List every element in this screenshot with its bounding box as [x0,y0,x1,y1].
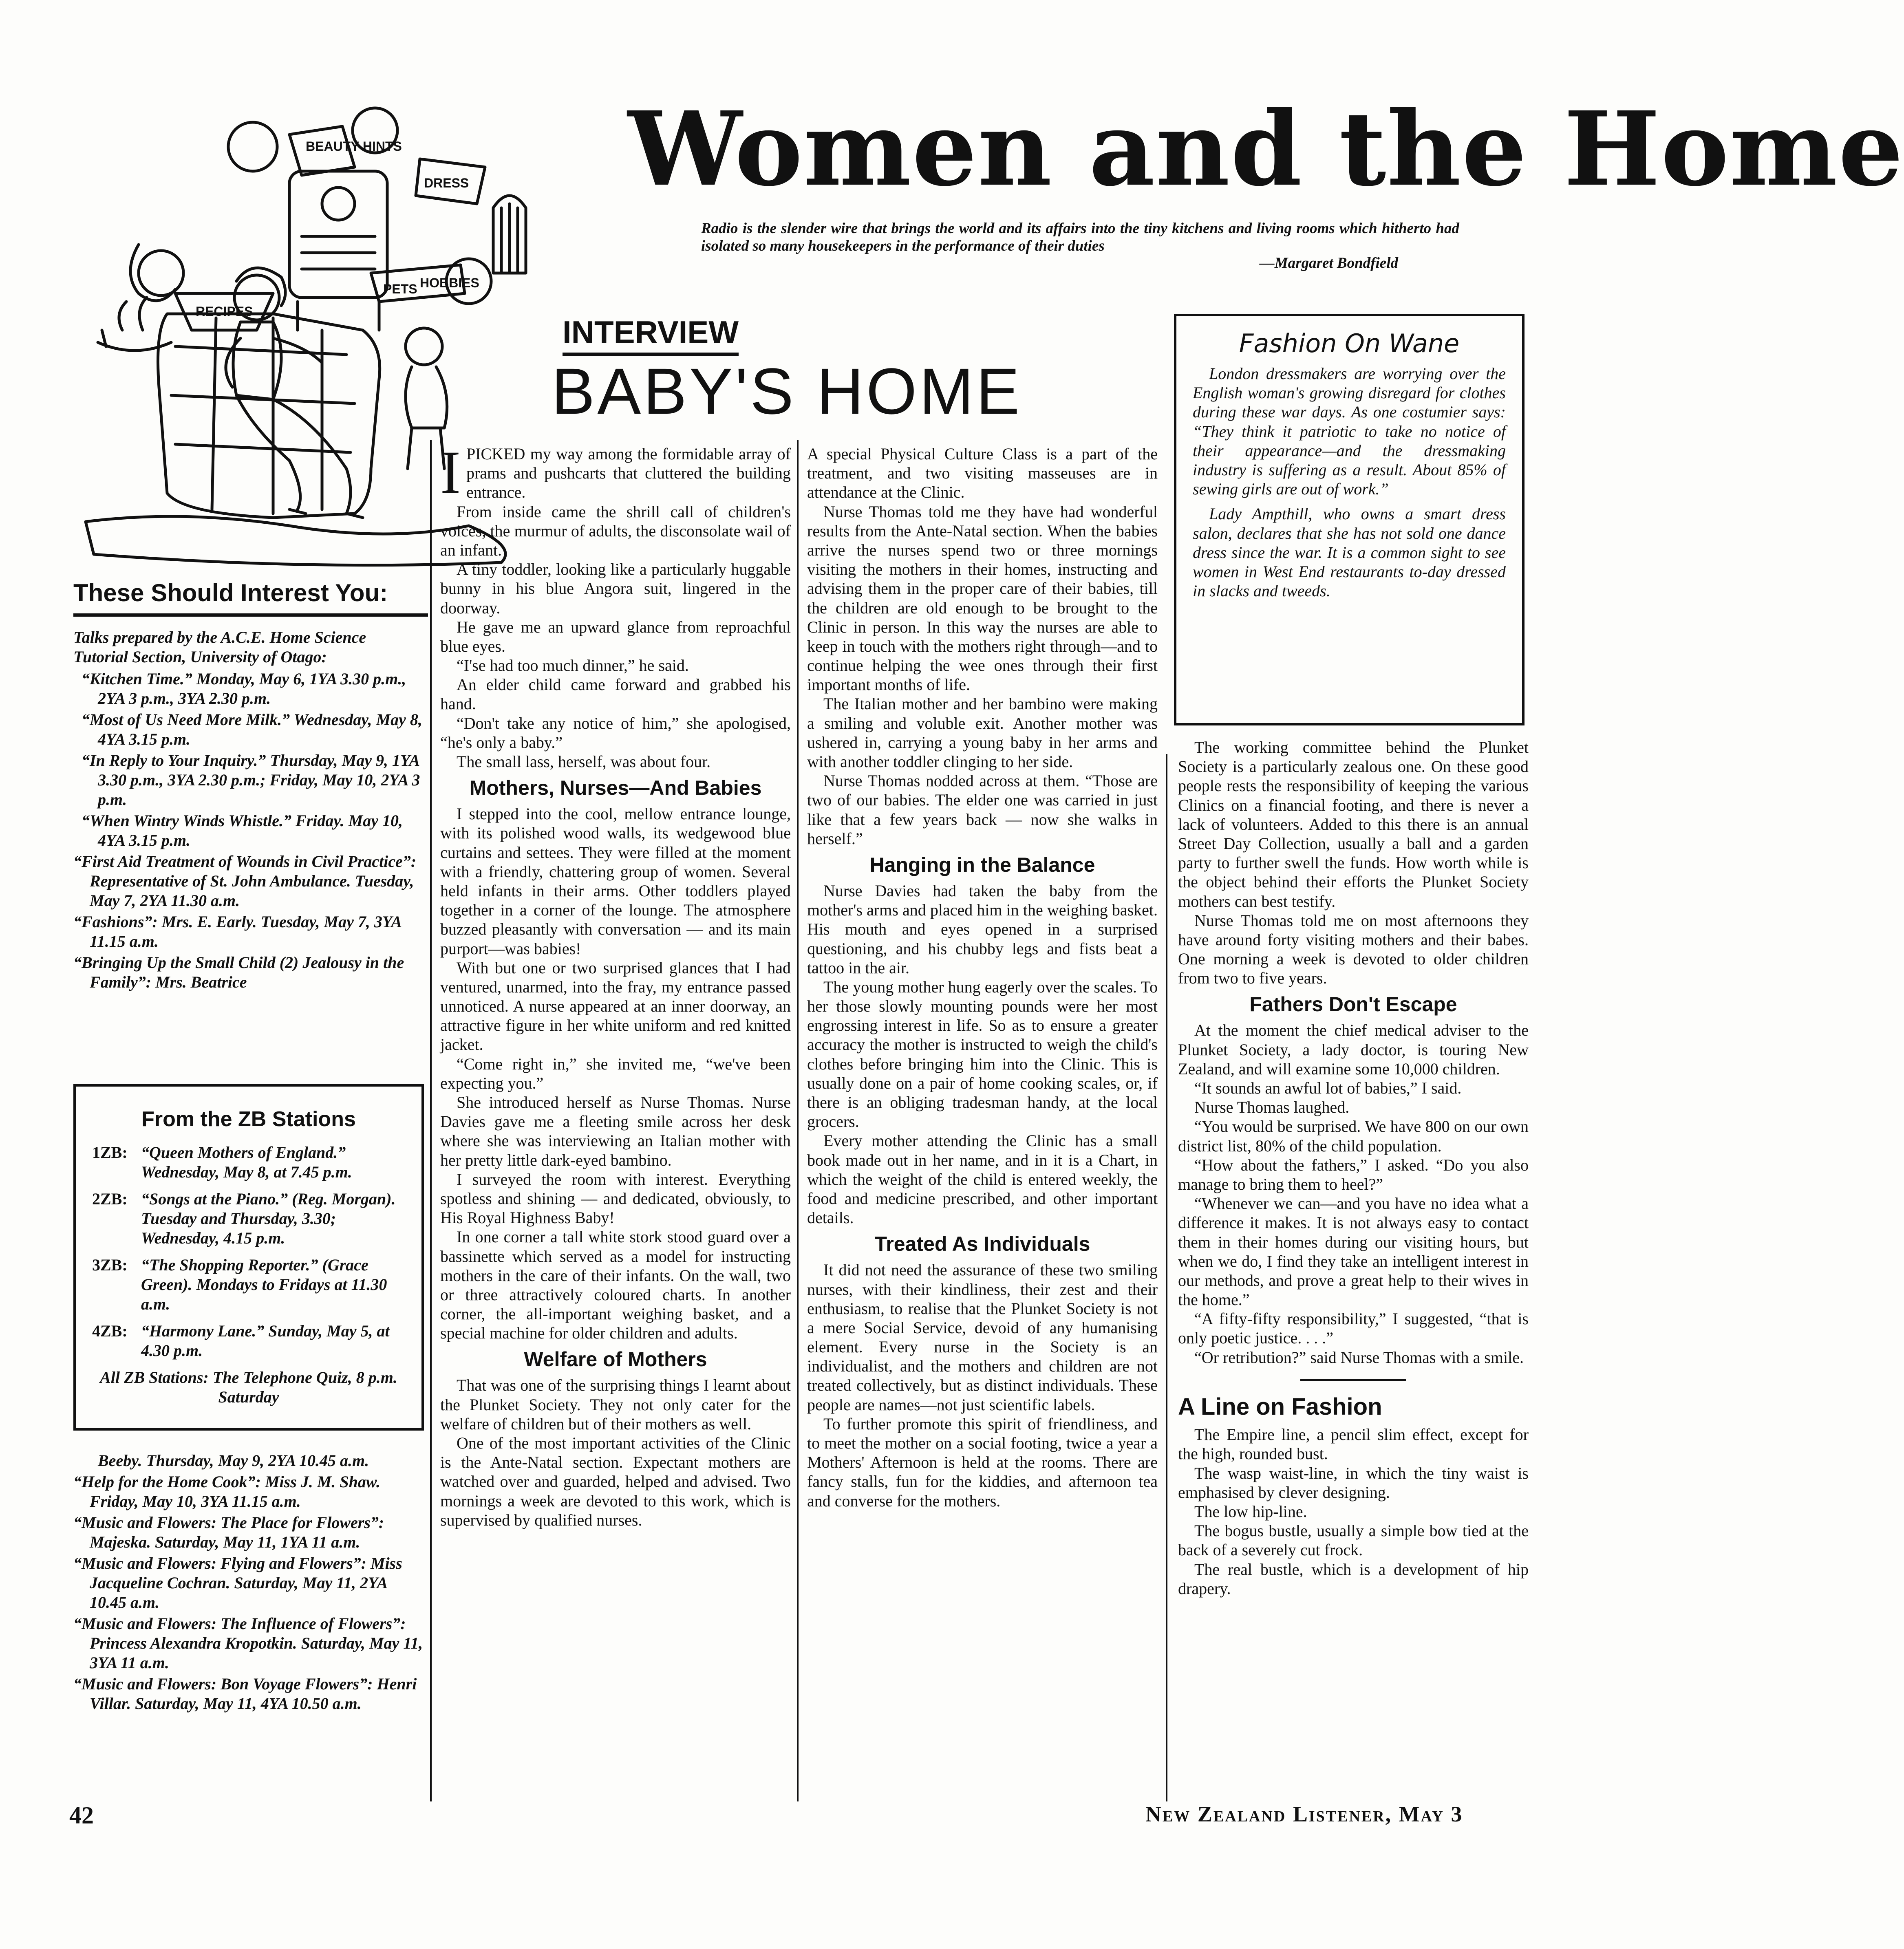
article-paragraph: “You would be surprised. We have 800 on our own district list, 80% of the child population. [1178,1117,1529,1155]
talk-item: “In Reply to Your Inquiry.” Thursday, May 9, 1YA 3.30 p.m., 3YA 2.30 p.m.; Friday, May 10, 2YA 3 p.m. [82,751,420,809]
article-column-3-body [1178,738,1529,1367]
dress-making-label: DRESS [424,176,469,190]
section-subheading: Hanging in the Balance [869,853,1095,876]
article-paragraph: Nurse Thomas nodded across at them. “Those are two of our babies. The elder one was carried in just like that a few years back — now she walks in herself.” [807,772,1158,848]
section-subheading: Mothers, Nurses—And Babies [469,776,762,800]
fashion-box-title: Fashion On Wane [1239,329,1460,358]
article-column-2-body [807,444,1158,1510]
article-paragraph: “A fifty-fifty responsibility,” I suggested, “that is only poetic justice. . . .” [1178,1310,1529,1347]
article-paragraph: “Come right in,” she invited me, “we've been expecting you.” [440,1054,791,1092]
fashion-line-item: The wasp waist-line, in which the tiny waist is emphasised by clever designing. [1178,1464,1529,1501]
talk-item: “Music and Flowers: Flying and Flowers”: Miss Jacqueline Cochran. Saturday, May 11, 2YA 10.45 a.m. [73,1554,402,1612]
line-on-fashion-title: A Line on Fashion [1178,1393,1382,1420]
drop-cap: I [440,439,461,506]
fashion-line-item: The real bustle, which is a development of hip drapery. [1178,1560,1529,1598]
zb-station-code: 4ZB: [92,1322,128,1340]
pets-label: PETS [383,282,417,296]
article-paragraph: To further promote this spirit of friendliness, and to meet the mother on a social footing, twice a year a Mothers' Afternoon is held at the rooms. There are fancy stalls, fun for the kiddies, and afternoon tea and converse for the mothers. [807,1414,1158,1510]
column-rule [1166,754,1167,1801]
zb-rows [92,1143,405,1360]
talk-item: “Kitchen Time.” Monday, May 6, 1YA 3.30 p.m., 2YA 3 p.m., 3YA 2.30 p.m. [82,670,406,708]
talk-item: “Most of Us Need More Milk.” Wednesday, May 8, 4YA 3.15 p.m. [82,710,422,748]
article-paragraph: From inside came the shrill call of children's voices, the murmur of adults, the disconsolate wail of an infant. [440,502,791,559]
article-column-3 [1178,738,1529,1598]
article-paragraph: “It sounds an awful lot of babies,” I said. [1194,1079,1462,1097]
article-paragraph: Nurse Thomas told me on most afternoons they have around forty visiting mothers and their babes. One morning a week is devoted to older children from two to five years. [1178,911,1529,988]
fashion-line-item: The low hip-line. [1194,1502,1307,1521]
column-rule [430,440,432,1801]
talks-intro: Talks prepared by the A.C.E. Home Science Tutorial Section, University of Otago: [73,628,366,666]
talks-list-bottom [73,1451,424,1715]
article-paragraph: “I'se had too much dinner,” he said. [457,656,689,675]
article-column-1-body [440,439,791,1530]
article-paragraph: Nurse Thomas laughed. [1194,1098,1350,1117]
column-rule [797,440,799,1801]
talk-item: “When Wintry Winds Whistle.” Friday. May 10, 4YA 3.15 p.m. [82,811,403,849]
zb-all-stations: All ZB Stations: The Telephone Quiz, 8 p.m. Saturday [100,1368,397,1406]
recipes-label: RECIPES [196,304,253,319]
article-paragraph: “How about the fathers,” I asked. “Do you also manage to bring them to heel?” [1178,1155,1529,1193]
article-paragraph: The small lass, herself, was about four. [457,752,711,771]
article-paragraph: The Italian mother and her bambino were making a smiling and voluble exit. Another mother was ushered in, carrying a young baby in her arms and with another toddler clinging to her side. [807,694,1158,771]
page-number: 42 [69,1802,94,1829]
article-paragraph: One of the most important activities of the Clinic is the Ante-Natal section. Expectant mothers are watched over and guarded, helped and advised. Two mornings a week are devoted to this work, which is supervised by qualified nurses. [440,1434,791,1529]
article-paragraph: Nurse Davies had taken the baby from the mother's arms and placed him in the weighing basket. His mouth and eyes opened in a surprised questioning, and his chubby legs and fists beat a tattoo in the air. [807,881,1158,977]
section-subheading: Fathers Don't Escape [1249,993,1457,1016]
fashion-paragraph: Lady Ampthill, who owns a smart dress salon, declares that she has not sold one dance dress since the war. It is a common sight to see women in West End restaurants to-day dressed in slacks and tweeds. [1193,505,1506,600]
zb-program-text: “Queen Mothers of England.” Wednesday, May 8, at 7.45 p.m. [141,1143,352,1181]
article-paragraph: An elder child came forward and grabbed his hand. [440,675,791,713]
talk-item: “Music and Flowers: The Influence of Flowers”: Princess Alexandra Kropotkin. Saturday, May 11, 3YA 11 a.m. [73,1614,423,1672]
zb-program-text: “Harmony Lane.” Sunday, May 5, at 4.30 p.m. [141,1322,390,1360]
zb-program-text: “The Shopping Reporter.” (Grace Green). Mondays to Fridays at 11.30 a.m. [141,1256,387,1313]
article-paragraph: “Don't take any notice of him,” she apologised, “he's only a baby.” [440,714,791,752]
zb-station-code: 2ZB: [92,1190,128,1208]
talks-items [73,1472,424,1713]
talks-heading: These Should Interest You: [73,579,428,617]
article-paragraph: “Or retribution?” said Nurse Thomas with a smile. [1194,1348,1524,1367]
zb-row [92,1143,405,1182]
publication-footer: New Zealand Listener, May 3 [1145,1802,1463,1826]
fashion-line-item: The bogus bustle, usually a simple bow tied at the back of a severely cut frock. [1178,1521,1529,1559]
fashion-on-wane-box [1174,314,1525,725]
section-subheading: Welfare of Mothers [524,1348,707,1371]
interview-label: INTERVIEW [563,314,739,356]
zb-program-text: “Songs at the Piano.” (Reg. Morgan). Tuesday and Thursday, 3.30; Wednesday, 4.15 p.m. [141,1190,396,1247]
article-paragraph: Nurse Thomas told me they have had wonderful results from the Ante-Natal section. When the babies arrive the nurses spend two or three mornings visiting the mothers in their homes, instructing and advising them in the proper care of their babies, till the children are old enough to be brought to the Clinic in person. In this way the nurses are able to keep in touch with the mothers right through—and to continue helping the wee ones through their first important months of life. [807,502,1158,694]
fashion-box-text [1193,364,1506,600]
article-column-2 [807,444,1158,1510]
talk-item: “Music and Flowers: The Place for Flowers”: Majeska. Saturday, May 11, 1YA 11 a.m. [73,1513,384,1551]
fashion-paragraph: London dressmakers are worrying over the English woman's growing disregard for clothes during these war days. As one costumier says: “They think it patriotic to take no notice of their appearance—and the dressmaking industry is suffering as a result. About 85% of sewing girls are out of work.” [1193,364,1506,498]
article-paragraph: Every mother attending the Clinic has a small book made out in her name, and in it is a Chart, in which the weight of the child is entered weekly, the food and medicine prescribed, and other important details. [807,1131,1158,1227]
article-paragraph: The working committee behind the Plunket Society is a particularly zealous one. On these good people rests the responsibility of keeping the various Clinics on a financial footing, and there is never a lack of volunteers. Added to this there is an annual Street Day Collection, usually a ball and a garden party to further swell the funds. How worth while is the object behind their efforts the Plunket Society mothers can best testify. [1178,738,1529,911]
article-paragraph: A special Physical Culture Class is a part of the treatment, and two visiting masseuses are in attendance at the Clinic. [807,445,1158,502]
talks-list-top [73,628,424,994]
quote-text: Radio is the slender wire that brings the world and its affairs into the tiny kitchens and living rooms which hitherto had isolated so many housekeepers in the performance of their duties [701,220,1459,254]
section-subheading: Treated As Individuals [874,1232,1090,1256]
talks-items [73,669,424,992]
beauty-hints-label: BEAUTY HINTS [306,139,402,154]
zb-station-code: 1ZB: [92,1143,128,1162]
zb-stations-box [73,1084,424,1431]
section-divider [1300,1379,1406,1381]
article-paragraph: At the moment the chief medical adviser to the Plunket Society, a lady doctor, is touring New Zealand, and will examine some 10,000 children. [1178,1021,1529,1078]
article-paragraph: She introduced herself as Nurse Thomas. Nurse Davies gave me a fleeting smile across her desk where she was interviewing an Italian mother with her pretty little dark-eyed bambino. [440,1093,791,1169]
article-paragraph: “Whenever we can—and you have no idea what a difference it makes. It is not always easy to contact them in their homes during our visiting hours, but when we do, I find they take an intelligent interest in our methods, and prove a great help to their wives in the home.” [1178,1194,1529,1309]
article-paragraph: That was one of the surprising things I learnt about the Plunket Society. They not only cater for the welfare of children but of their mothers as well. [440,1376,791,1433]
article-paragraph: I surveyed the room with interest. Everything spotless and shining — and dedicated, obviously, to His Royal Highness Baby! [440,1170,791,1227]
article-paragraph: In one corner a tall white stork stood guard over a bassinette which served as a model for instructing mothers in the care of their infants. On the wall, two or three attractively coloured charts. In another corner, the all-important weighing basket, and a special machine for older children and adults. [440,1228,791,1343]
zb-station-code: 3ZB: [92,1256,128,1274]
article-paragraph: I stepped into the cool, mellow entrance lounge, with its polished wood walls, its wedgewood blue curtains and settees. They were filled at the moment with a friendly, chattering group of women. Several held infants in their arms. Other toddlers played together in a corner of the lounge. The atmosphere buzzed pleasantly with conversation — and its main purport—was babies! [440,805,791,958]
article-paragraph: He gave me an upward glance from reproachful blue eyes. [440,617,791,655]
quote-attribution: —Margaret Bondfield [1259,255,1398,272]
zb-row [92,1255,405,1314]
talk-item: “First Aid Treatment of Wounds in Civil Practice”: Representative of St. John Ambulance. Tuesday, May 7, 2YA 11.30 a.m. [73,852,417,910]
talk-item: “Help for the Home Cook”: Miss J. M. Shaw. Friday, May 10, 3YA 11.15 a.m. [73,1473,381,1510]
masthead-quote [701,220,1459,272]
fashion-line-item: The Empire line, a pencil slim effect, except for the high, rounded bust. [1178,1425,1529,1463]
masthead-title: Women and the Home [628,89,1904,209]
zb-title: From the ZB Stations [141,1107,356,1131]
article-paragraph: It did not need the assurance of these two smiling nurses, with their kindliness, their zest and their enthusiasm, to realise that the Plunket Society is not a mere Social Service, devoid of any humanising element. Every nurse in the Society is an individualist, and the mothers and children are not treated collectively, but as distinct individuals. These people are names—not just scientific labels. [807,1261,1158,1414]
hobbies-label: HOBBIES [420,276,479,290]
zb-row [92,1189,405,1248]
article-paragraph: The young mother hung eagerly over the scales. To her those slowly mounting pounds were her most engrossing interest in life. So as to ensure a greater accuracy the mother is instructed to weigh the child's clothes before bringing him into the Clinic. This is usually done on a pair of home cooking scales, or, if there is an obliging tradesman handy, at the local grocers. [807,977,1158,1131]
article-paragraph: With but one or two surprised glances that I had ventured, unarmed, into the fray, my entrance passed unnoticed. A nurse appeared at an inner doorway, an attractive figure in her white uniform and red knitted jacket. [440,958,791,1054]
talk-item: “Fashions”: Mrs. E. Early. Tuesday, May 7, 3YA 11.15 a.m. [73,913,401,950]
article-paragraph: PICKED my way among the formidable array of prams and pushcarts that cluttered the building entrance. [466,445,791,502]
talk-item: “Music and Flowers: Bon Voyage Flowers”: Henri Villar. Saturday, May 11, 4YA 10.50 a.m. [73,1675,417,1713]
article-column-1 [440,439,791,1530]
article-paragraph: A tiny toddler, looking like a particularly huggable bunny in his blue Angora suit, lingered in the doorway. [440,560,791,617]
talk-item: “Bringing Up the Small Child (2) Jealousy in the Family”: Mrs. Beatrice [73,953,404,991]
article-title: BABY'S HOME [551,355,1022,428]
zb-row [92,1321,405,1360]
talk-continuation: Beeby. Thursday, May 9, 2YA 10.45 a.m. [98,1451,369,1470]
